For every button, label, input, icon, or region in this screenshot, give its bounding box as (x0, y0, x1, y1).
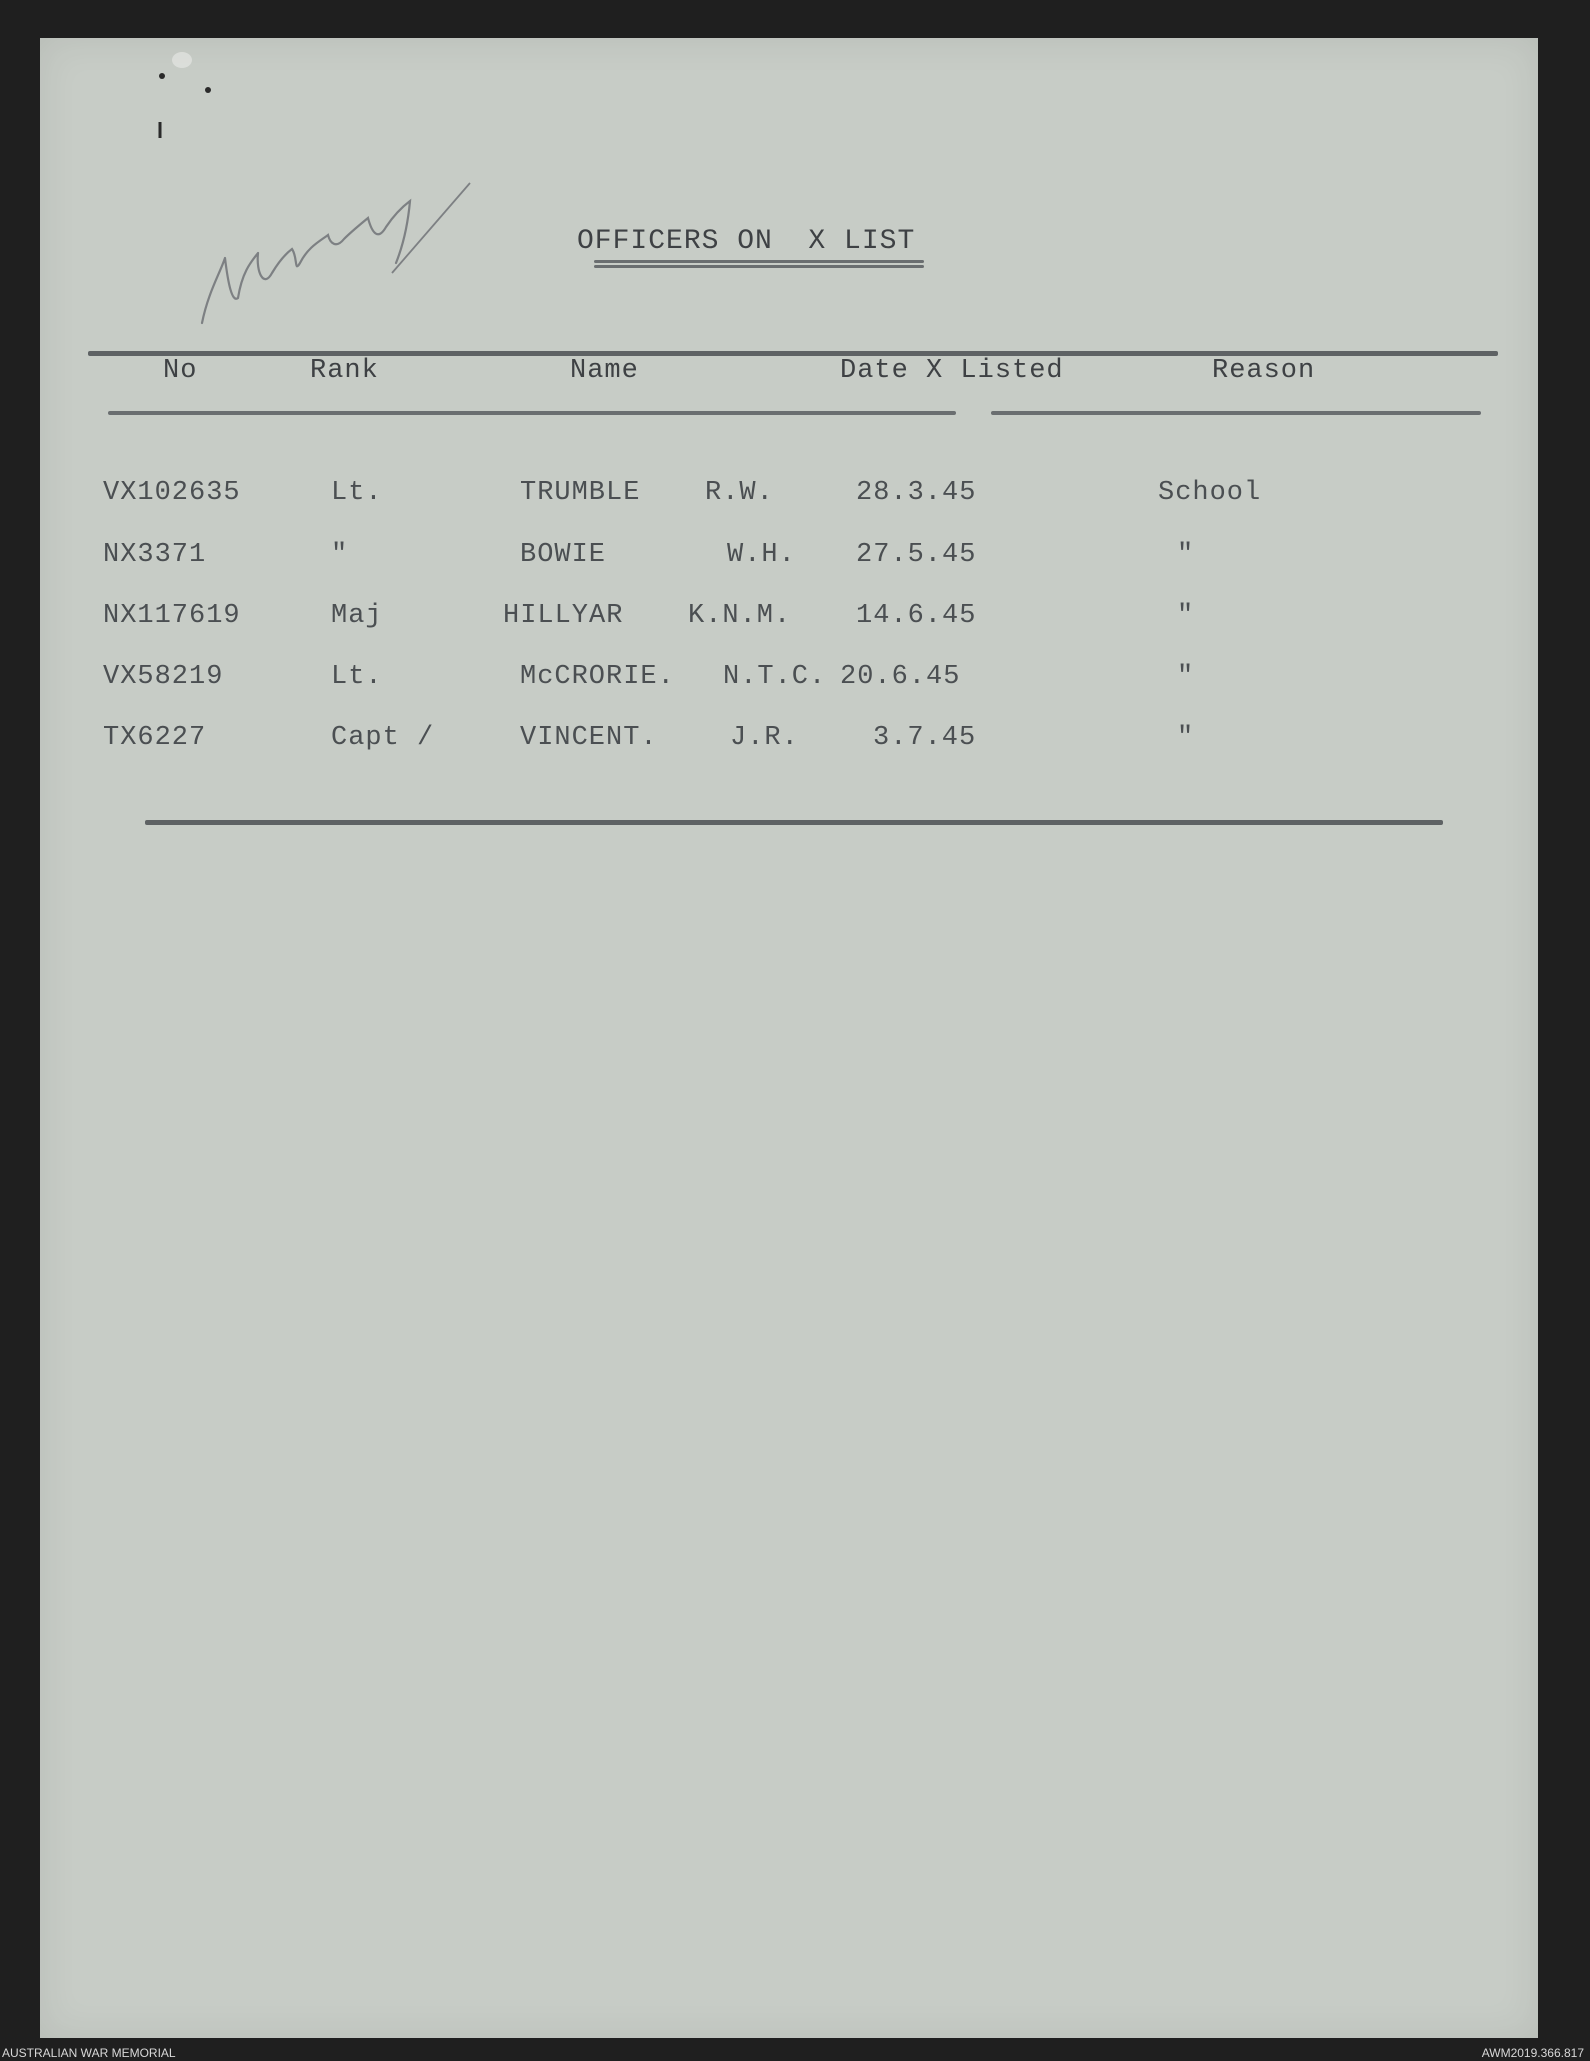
header-rule-left (108, 411, 956, 415)
cell-reason: " (1177, 540, 1195, 570)
document-page (40, 38, 1538, 2038)
cell-date: 3.7.45 (873, 723, 977, 753)
cell-rank: Lt. (331, 662, 383, 692)
handwritten-annotation (180, 123, 480, 343)
page-title: OFFICERS ON X LIST (577, 226, 916, 257)
footer-right: AWM2019.366.817 (1481, 2046, 1584, 2060)
cell-surname: TRUMBLE (520, 478, 641, 508)
header-rank: Rank (310, 356, 379, 386)
cell-initials: J.R. (730, 723, 799, 753)
cell-reason: School (1158, 478, 1262, 508)
cell-date: 20.6.45 (840, 662, 961, 692)
cell-rank: Maj (331, 601, 383, 631)
cell-rank: Capt / (331, 723, 435, 753)
header-reason: Reason (1212, 356, 1316, 386)
header-date: Date X Listed (840, 356, 1064, 386)
cell-no: VX58219 (103, 662, 224, 692)
cell-surname: HILLYAR (503, 601, 624, 631)
table-bottom-rule (145, 820, 1443, 825)
cell-initials: N.T.C. (723, 662, 827, 692)
cell-initials: R.W. (705, 478, 774, 508)
cell-reason: " (1177, 662, 1195, 692)
cell-date: 14.6.45 (856, 601, 977, 631)
header-name: Name (570, 356, 639, 386)
cell-date: 28.3.45 (856, 478, 977, 508)
footer-left: AUSTRALIAN WAR MEMORIAL (2, 2046, 176, 2060)
header-rule-right (991, 411, 1481, 415)
cell-no: VX102635 (103, 478, 241, 508)
cell-no: TX6227 (103, 723, 207, 753)
title-underline-2 (594, 265, 924, 268)
cell-reason: " (1177, 601, 1195, 631)
cell-no: NX3371 (103, 540, 207, 570)
cell-initials: K.N.M. (688, 601, 792, 631)
cell-surname: McCRORIE. (520, 662, 675, 692)
cell-reason: " (1177, 723, 1195, 753)
cell-date: 27.5.45 (856, 540, 977, 570)
cell-surname: BOWIE (520, 540, 607, 570)
header-no: No (163, 356, 198, 386)
title-underline (594, 260, 924, 263)
cell-rank: " (331, 540, 349, 570)
cell-no: NX117619 (103, 601, 241, 631)
cell-surname: VINCENT. (520, 723, 658, 753)
cell-rank: Lt. (331, 478, 383, 508)
cell-initials: W.H. (727, 540, 796, 570)
